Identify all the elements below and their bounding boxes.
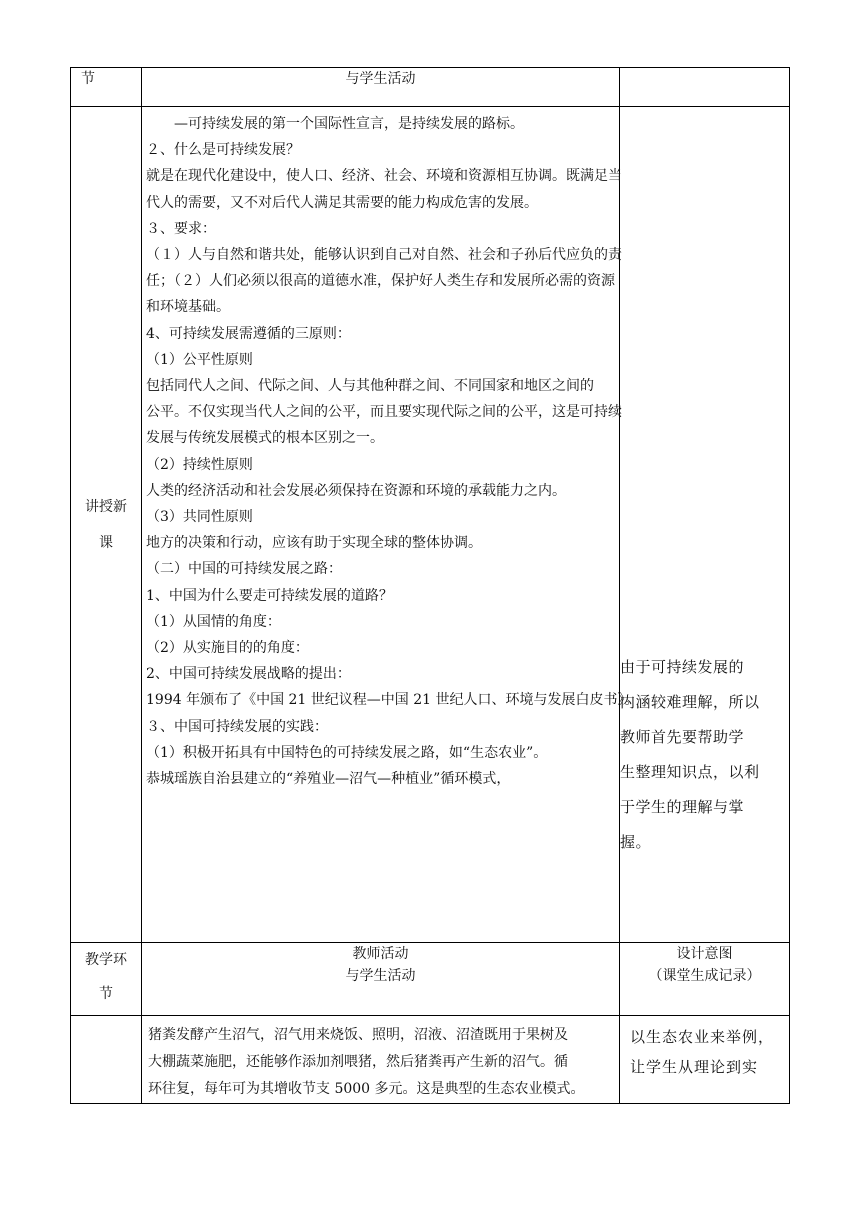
lecture-content-line: 恭城瑶族自治县建立的“养殖业—沼气—种植业”循环模式，	[146, 771, 511, 788]
header2-design-line: 设计意图	[676, 946, 733, 962]
lecture-content-line: （2）从实施目的的角度：	[146, 640, 309, 657]
lesson-plan-table	[70, 67, 790, 1104]
lecture-content-line: 和环境基础。	[146, 299, 230, 316]
lecture-content-line: ３、要求：	[146, 220, 216, 237]
header-activity-text: 与学生活动	[345, 71, 416, 87]
lecture-content-line: 人类的经济活动和社会发展必须保持在资源和环境的承载能力之内。	[146, 482, 566, 499]
eco-content	[142, 1016, 619, 1103]
lecture-content-line: 代人的需要，又不对后代人满足其需要的能力构成危害的发展。	[146, 194, 538, 211]
header2-activity-line: 与学生活动	[345, 968, 416, 984]
lecture-content-line: 1、中国为什么要走可持续发展的道路？	[146, 587, 393, 604]
lecture-content-line: （１）人与自然和谐共处，能够认识到自己对自然、社会和子孙后代应负的责	[146, 247, 622, 264]
header2-stage-line: 节	[99, 986, 113, 1002]
lecture-design-line: 内涵较难理解，所以	[620, 693, 760, 711]
lecture-design-line: 生整理知识点，以利	[620, 763, 760, 781]
header2-design-line: （课堂生成记录）	[648, 968, 761, 984]
lecture-content-line: ３、中国可持续发展的实践：	[146, 718, 328, 735]
eco-design-line: 以生态农业来举例，	[630, 1028, 775, 1046]
header2-activity-line: 教师活动	[352, 946, 409, 962]
header2-activity-cell	[142, 943, 620, 1016]
lecture-content-line: （1）积极开拓具有中国特色的可持续发展之路，如“生态农业”。	[146, 744, 548, 761]
lecture-design-note	[620, 650, 789, 942]
header-design-cell	[620, 68, 790, 107]
header-row	[71, 943, 790, 1016]
header2-design-cell	[620, 943, 790, 1016]
lecture-content-line: （1）从国情的角度：	[146, 613, 281, 630]
lecture-content-line: 2、中国可持续发展战略的提出：	[146, 666, 351, 683]
lecture-design-line: 握。	[620, 833, 652, 851]
eco-agriculture-row	[71, 1016, 790, 1104]
header-section-cell	[71, 68, 142, 107]
lecture-content-line: 发展与传统发展模式的根本区别之一。	[146, 430, 384, 447]
lecture-design-line: 由于可持续发展的	[620, 658, 745, 676]
eco-content-line: 猪粪发酵产生沼气，沼气用来烧饭、照明，沼液、沼渣既用于果树及	[148, 1027, 568, 1043]
lecture-content-line: 公平。不仅实现当代人之间的公平，而且要实现代际之间的公平，这是可持续	[146, 404, 622, 421]
header-activity-cell	[142, 68, 620, 107]
lecture-design-line: 教师首先要帮助学	[620, 728, 745, 746]
lecture-content-line: （1）公平性原则	[146, 351, 253, 368]
lecture-label-line: 讲授新	[85, 498, 127, 515]
lecture-content-line: —可持续发展的第一个国际性宣言，是持续发展的路标。	[174, 116, 524, 132]
lecture-design-cell	[620, 107, 790, 943]
lecture-content-cell	[142, 107, 639, 943]
lecture-content-line: 就是在现代化建设中，使人口、经济、社会、环境和资源相互协调。既满足当	[146, 168, 622, 185]
lecture-content-line: （3）共同性原则	[146, 509, 253, 526]
lecture-content-line: 地方的决策和行动，应该有助于实现全球的整体协调。	[146, 535, 482, 552]
lecture-content	[142, 107, 639, 792]
eco-label-cell	[71, 1016, 142, 1104]
eco-design-cell	[620, 1016, 790, 1104]
lecture-content-line: （2）持续性原则	[146, 456, 253, 473]
header-row-continued	[71, 68, 790, 107]
lecture-content-line: 4、可持续发展需遵循的三原则：	[146, 325, 351, 342]
eco-content-line: 环往复，每年可为其增收节支 5000 多元。这是典型的生态农业模式。	[148, 1081, 585, 1097]
lecture-row	[71, 107, 790, 943]
eco-content-cell	[142, 1016, 620, 1104]
lecture-content-line: 1994 年颁布了《中国 21 世纪议程—中国 21 世纪人口、环境与发展白皮书》。	[146, 692, 639, 709]
eco-design-note	[620, 1016, 789, 1082]
eco-content-line: 大棚蔬菜施肥，还能够作添加剂喂猪，然后猪粪再产生新的沼气。循	[148, 1054, 568, 1070]
lecture-content-line: 包括同代人之间、代际之间、人与其他种群之间、不同国家和地区之间的	[146, 378, 594, 395]
lecture-label-line: 课	[99, 534, 113, 551]
lecture-content-line: （二）中国的可持续发展之路：	[146, 561, 342, 578]
lecture-design-line: 于学生的理解与掌	[620, 798, 745, 816]
header2-stage-line: 教学环	[85, 952, 127, 968]
eco-design-line: 让学生从理论到实	[630, 1058, 759, 1076]
header-section-text: 节	[81, 71, 95, 87]
header2-stage-cell	[71, 943, 142, 1016]
lecture-content-line: ２、什么是可持续发展？	[146, 142, 300, 159]
lecture-label-cell	[71, 107, 142, 943]
lecture-content-line: 任；（２）人们必须以很高的道德水准，保护好人类生存和发展所必需的资源	[146, 273, 615, 290]
